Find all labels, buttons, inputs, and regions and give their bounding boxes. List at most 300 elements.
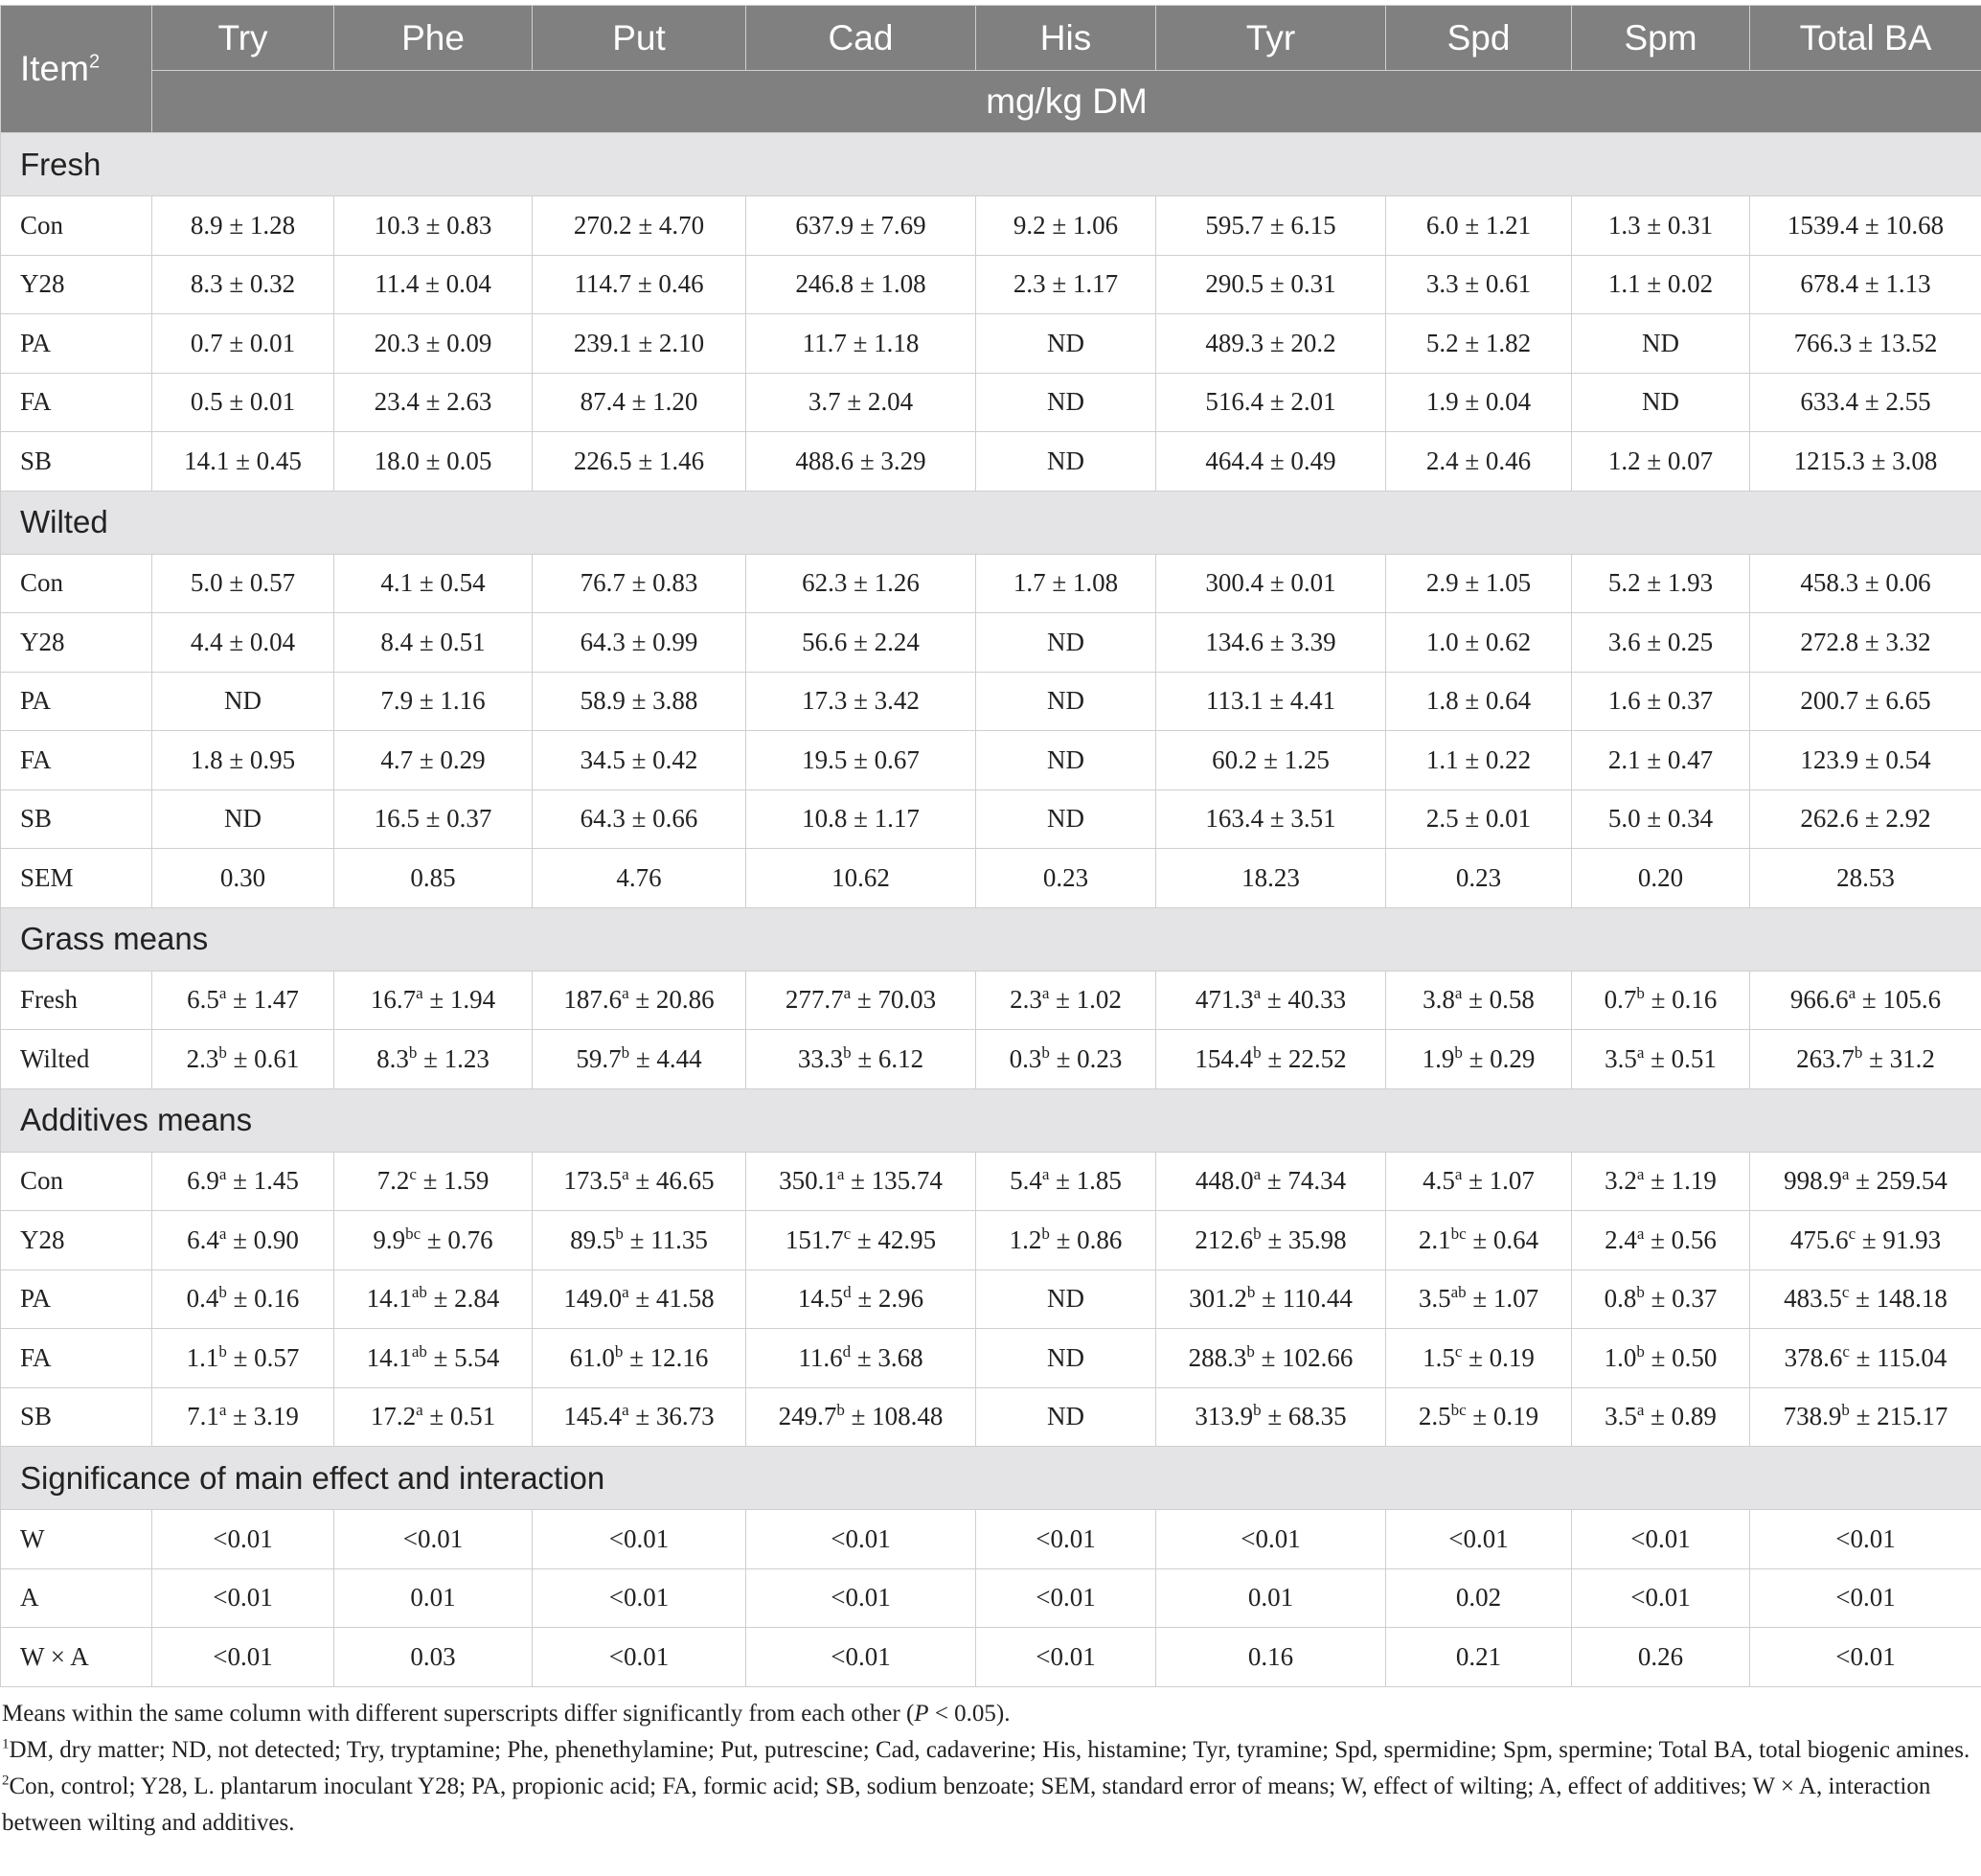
cell-mean: <0.01	[608, 1641, 670, 1671]
cell-superscript: a	[622, 1283, 629, 1302]
cell-mean: 149.0	[563, 1284, 623, 1314]
cell-mean: 0.7 ± 0.01	[190, 328, 296, 357]
cell-error: ± 6.12	[851, 1043, 924, 1073]
units-header: mg/kg DM	[152, 71, 1981, 133]
cell-mean: 272.8 ± 3.32	[1800, 627, 1931, 656]
cell-mean: 14.1	[366, 1284, 412, 1314]
table-cell	[746, 613, 976, 673]
row-label: Con	[1, 1152, 152, 1211]
cell-mean: 18.23	[1241, 862, 1300, 892]
cell-mean: 516.4 ± 2.01	[1205, 387, 1336, 417]
cell-error: ± 148.18	[1849, 1284, 1947, 1314]
cell-error: ± 1.02	[1049, 985, 1122, 1015]
table-cell	[976, 731, 1156, 790]
cell-mean: 288.3	[1188, 1342, 1247, 1372]
cell-superscript: b	[408, 1042, 418, 1062]
table-cell	[152, 1152, 334, 1211]
table-cell	[976, 672, 1156, 731]
table-cell	[1156, 1211, 1386, 1270]
cell-mean: 114.7 ± 0.46	[574, 269, 704, 299]
cell-mean: 9.2 ± 1.06	[1013, 210, 1119, 240]
cell-mean: 0.02	[1455, 1583, 1502, 1613]
section-header-row	[1, 1088, 1981, 1152]
table-cell	[1572, 255, 1750, 314]
cell-mean: 11.6	[798, 1342, 843, 1372]
table-cell	[1156, 432, 1386, 492]
cell-mean: 448.0	[1195, 1166, 1254, 1196]
cell-mean: <0.01	[831, 1583, 891, 1613]
cell-mean: 6.9	[187, 1166, 219, 1196]
cell-error: ± 2.96	[851, 1284, 924, 1314]
cell-superscript: ab	[411, 1283, 427, 1302]
cell-mean: <0.01	[1835, 1641, 1896, 1671]
cell-mean: 1.1 ± 0.02	[1607, 269, 1714, 299]
cell-superscript: b	[615, 1224, 624, 1243]
cell-mean: 123.9 ± 0.54	[1800, 744, 1931, 774]
cell-mean: 0.85	[410, 862, 456, 892]
table-header	[1, 6, 1981, 133]
row-label: Fresh	[1, 971, 152, 1030]
cell-mean: 226.5 ± 1.46	[573, 446, 705, 475]
cell-mean: 350.1	[779, 1166, 837, 1196]
table-cell	[746, 672, 976, 731]
cell-mean: 113.1 ± 4.41	[1205, 686, 1336, 716]
table-row	[1, 1510, 1981, 1569]
table-cell	[976, 196, 1156, 256]
cell-mean: 998.9	[1784, 1166, 1842, 1196]
table-cell	[1572, 731, 1750, 790]
cell-mean: 1.8 ± 0.95	[190, 744, 296, 774]
table-cell	[1750, 1152, 1981, 1211]
table-cell	[746, 731, 976, 790]
cell-error: ± 5.54	[426, 1342, 500, 1372]
table-cell	[152, 1329, 334, 1388]
table-cell	[976, 1152, 1156, 1211]
cell-mean: 5.0 ± 0.57	[190, 568, 296, 598]
table-cell	[746, 1329, 976, 1388]
cell-superscript: a	[218, 1165, 227, 1184]
cell-mean: 59.7	[576, 1043, 622, 1073]
table-cell	[746, 849, 976, 908]
table-cell	[533, 373, 746, 432]
table-footnotes	[2, 1696, 1975, 1842]
table-cell	[1572, 1270, 1750, 1329]
cell-mean: 0.20	[1637, 862, 1684, 892]
column-header: Cad	[746, 6, 976, 71]
table-cell	[976, 1387, 1156, 1447]
cell-superscript: b	[1253, 1042, 1262, 1062]
column-header: Spm	[1572, 6, 1750, 71]
table-row	[1, 731, 1981, 790]
table-cell	[746, 432, 976, 492]
table-cell	[1572, 849, 1750, 908]
cell-mean: <0.01	[1036, 1583, 1096, 1613]
table-cell	[334, 373, 533, 432]
cell-superscript: c	[409, 1165, 417, 1184]
table-cell	[746, 1270, 976, 1329]
table-cell	[1572, 554, 1750, 613]
item-column-header	[1, 6, 152, 133]
cell-mean: 0.4	[186, 1284, 219, 1314]
table-cell	[746, 196, 976, 256]
table-cell	[1572, 971, 1750, 1030]
cell-error: ± 215.17	[1849, 1402, 1948, 1431]
cell-mean: <0.01	[1036, 1523, 1096, 1553]
cell-mean: 3.5	[1605, 1043, 1637, 1073]
cell-error: ± 1.23	[417, 1043, 490, 1073]
section-header-row	[1, 491, 1981, 554]
cell-mean: 58.9 ± 3.88	[580, 686, 698, 716]
biogenic-amines-table	[0, 5, 1981, 1687]
cell-mean: <0.01	[213, 1583, 273, 1613]
table-cell	[533, 196, 746, 256]
section-title: Additives means	[1, 1088, 1981, 1152]
table-cell	[976, 789, 1156, 849]
table-cell	[1572, 1329, 1750, 1388]
table-cell	[334, 196, 533, 256]
cell-mean: 9.9	[373, 1224, 406, 1254]
section-title: Significance of main effect and interaction	[1, 1447, 1981, 1510]
cell-error: ± 4.44	[629, 1043, 702, 1073]
cell-error: ± 1.94	[422, 985, 496, 1015]
table-cell	[152, 373, 334, 432]
cell-mean: 34.5 ± 0.42	[580, 744, 698, 774]
row-label: PA	[1, 672, 152, 731]
cell-mean: 1.9 ± 0.04	[1425, 387, 1532, 417]
cell-mean: ND	[1047, 744, 1084, 774]
table-cell	[1156, 789, 1386, 849]
table-cell	[1156, 373, 1386, 432]
cell-mean: 212.6	[1195, 1224, 1254, 1254]
cell-mean: 163.4 ± 3.51	[1205, 804, 1336, 834]
table-cell	[976, 255, 1156, 314]
table-cell	[1750, 373, 1981, 432]
table-cell	[746, 971, 976, 1030]
table-cell	[152, 1510, 334, 1569]
table-cell	[334, 255, 533, 314]
cell-superscript: a	[1841, 1165, 1850, 1184]
table-cell	[1156, 1329, 1386, 1388]
cell-error: ± 3.68	[851, 1342, 923, 1372]
cell-mean: 4.1 ± 0.54	[380, 568, 486, 598]
table-cell	[533, 314, 746, 374]
table-row	[1, 1030, 1981, 1089]
cell-mean: 1.8 ± 0.64	[1425, 686, 1532, 716]
cell-superscript: a	[1454, 1165, 1463, 1184]
cell-superscript: b	[218, 1283, 227, 1302]
footnote-2: $^2$Con, control; Y28, L. plantarum inoculant Y28; PA, propionic acid; FA, formic acid; SB, sodium benzoate; SEM, standard error of means; W, effect of wilting; A, effect of additives; W × A, interaction between wilting and additives.	[2, 1773, 1931, 1836]
cell-mean: 475.6	[1789, 1224, 1849, 1254]
row-label: Wilted	[1, 1030, 152, 1089]
cell-error: ± 0.89	[1644, 1402, 1717, 1431]
cell-mean: 0.23	[1455, 862, 1502, 892]
table-row	[1, 1152, 1981, 1211]
cell-mean: 28.53	[1836, 862, 1895, 892]
table-cell	[1750, 731, 1981, 790]
table-cell	[152, 789, 334, 849]
cell-mean: 1.0	[1604, 1342, 1637, 1372]
cell-mean: 5.2 ± 1.82	[1425, 328, 1532, 357]
table-cell	[533, 1510, 746, 1569]
table-cell	[746, 255, 976, 314]
cell-mean: 64.3 ± 0.66	[580, 804, 698, 834]
table-cell	[152, 1211, 334, 1270]
table-cell	[152, 1568, 334, 1628]
cell-mean: 483.5	[1784, 1284, 1842, 1314]
cell-superscript: c	[1454, 1341, 1463, 1361]
cell-mean: 633.4 ± 2.55	[1800, 387, 1931, 417]
table-cell	[1156, 1152, 1386, 1211]
table-cell	[1572, 1568, 1750, 1628]
cell-error: ± 11.35	[623, 1224, 708, 1254]
table-cell	[334, 971, 533, 1030]
table-cell	[533, 554, 746, 613]
cell-superscript: a	[1636, 1224, 1645, 1243]
table-cell	[1750, 1387, 1981, 1447]
row-label: Y28	[1, 613, 152, 673]
cell-superscript: b	[1454, 1042, 1463, 1062]
cell-mean: 2.5 ± 0.01	[1425, 804, 1532, 834]
table-cell	[334, 613, 533, 673]
cell-mean: ND	[1047, 1284, 1084, 1314]
table-cell	[152, 1387, 334, 1447]
cell-mean: 14.1	[366, 1342, 412, 1372]
table-cell	[334, 1152, 533, 1211]
table-row	[1, 613, 1981, 673]
section-header-row	[1, 907, 1981, 971]
cell-mean: 89.5	[570, 1224, 616, 1254]
table-cell	[746, 554, 976, 613]
table-cell	[976, 1030, 1156, 1089]
cell-superscript: a	[1041, 1165, 1050, 1184]
table-cell	[533, 1628, 746, 1687]
table-cell	[334, 1329, 533, 1388]
table-row	[1, 432, 1981, 492]
table-cell	[1156, 1568, 1386, 1628]
table-cell	[976, 849, 1156, 908]
cell-error: ± 41.58	[628, 1284, 715, 1314]
cell-mean: 173.5	[563, 1166, 623, 1196]
table-row	[1, 789, 1981, 849]
cell-mean: 20.3 ± 0.09	[374, 328, 492, 357]
table-cell	[976, 314, 1156, 374]
cell-error: ± 0.64	[1466, 1224, 1539, 1254]
table-cell	[1572, 1152, 1750, 1211]
table-cell	[152, 432, 334, 492]
cell-mean: 61.0	[569, 1342, 615, 1372]
table-cell	[1386, 1510, 1572, 1569]
cell-mean: 464.4 ± 0.49	[1205, 446, 1336, 475]
cell-error: ± 110.44	[1255, 1284, 1353, 1314]
table-cell	[152, 613, 334, 673]
cell-mean: 154.4	[1195, 1043, 1254, 1073]
cell-mean: 1.1 ± 0.22	[1425, 744, 1532, 774]
table-cell	[746, 1211, 976, 1270]
cell-mean: 766.3 ± 13.52	[1793, 328, 1938, 357]
cell-error: ± 0.29	[1462, 1043, 1536, 1073]
cell-superscript: c	[1841, 1283, 1850, 1302]
table-cell	[1572, 1387, 1750, 1447]
cell-mean: 270.2 ± 4.70	[573, 210, 705, 240]
cell-mean: 60.2 ± 1.25	[1212, 744, 1330, 774]
table-cell	[1386, 432, 1572, 492]
cell-superscript: b	[1041, 1042, 1050, 1062]
cell-mean: 262.6 ± 2.92	[1800, 804, 1931, 834]
row-label: Y28	[1, 255, 152, 314]
cell-error: ± 0.19	[1462, 1342, 1535, 1372]
cell-superscript: b	[1636, 1341, 1645, 1361]
table-row	[1, 554, 1981, 613]
cell-mean: 1.0 ± 0.62	[1425, 627, 1532, 656]
table-cell	[533, 789, 746, 849]
table-cell	[334, 1270, 533, 1329]
cell-error: ± 0.23	[1049, 1043, 1123, 1073]
cell-mean: <0.01	[1630, 1583, 1691, 1613]
cell-mean: 10.3 ± 0.83	[374, 210, 492, 240]
cell-superscript: a	[843, 984, 852, 1003]
cell-mean: 313.9	[1195, 1402, 1254, 1431]
table-cell	[746, 1152, 976, 1211]
table-cell	[1572, 196, 1750, 256]
item-header-superscript: 2	[88, 51, 101, 73]
cell-mean: 14.5	[797, 1284, 844, 1314]
cell-mean: 1.2 ± 0.07	[1607, 446, 1714, 475]
cell-error: ± 91.93	[1856, 1224, 1942, 1254]
cell-mean: 8.3	[376, 1043, 409, 1073]
cell-error: ± 108.48	[844, 1402, 944, 1431]
cell-mean: <0.01	[831, 1523, 891, 1553]
row-label: SB	[1, 432, 152, 492]
table-cell	[1750, 1568, 1981, 1628]
cell-mean: 4.4 ± 0.04	[190, 627, 296, 656]
cell-superscript: bc	[1450, 1224, 1467, 1243]
table-cell	[746, 789, 976, 849]
table-row	[1, 1270, 1981, 1329]
table-row	[1, 1211, 1981, 1270]
cell-error: ± 68.35	[1261, 1402, 1347, 1431]
cell-superscript: a	[1041, 984, 1050, 1003]
column-header: Try	[152, 6, 334, 71]
table-cell	[1572, 314, 1750, 374]
table-cell	[1750, 196, 1981, 256]
cell-mean: 1539.4 ± 10.68	[1787, 210, 1945, 240]
cell-error: ± 1.45	[226, 1166, 299, 1196]
cell-mean: ND	[1047, 1342, 1084, 1372]
cell-mean: 0.23	[1042, 862, 1089, 892]
cell-mean: 966.6	[1789, 985, 1849, 1015]
cell-mean: 200.7 ± 6.65	[1800, 686, 1931, 716]
cell-mean: <0.01	[1036, 1641, 1096, 1671]
table-cell	[334, 789, 533, 849]
table-cell	[1386, 1152, 1572, 1211]
table-row	[1, 849, 1981, 908]
row-label: SEM	[1, 849, 152, 908]
cell-error: ± 259.54	[1849, 1166, 1947, 1196]
table-cell	[1386, 255, 1572, 314]
cell-mean: 0.03	[410, 1641, 456, 1671]
table-cell	[976, 971, 1156, 1030]
table-cell	[533, 1329, 746, 1388]
table-cell	[1572, 432, 1750, 492]
cell-mean: 6.4	[187, 1224, 219, 1254]
cell-mean: 5.4	[1010, 1166, 1042, 1196]
table-cell	[1572, 1628, 1750, 1687]
table-cell	[334, 1387, 533, 1447]
table-cell	[152, 849, 334, 908]
table-row	[1, 1387, 1981, 1447]
cell-superscript: b	[1636, 1283, 1645, 1302]
cell-superscript: a	[218, 984, 227, 1003]
cell-error: ± 115.04	[1849, 1342, 1947, 1372]
cell-superscript: b	[836, 1401, 845, 1420]
cell-mean: 2.5	[1418, 1402, 1451, 1431]
cell-mean: 1215.3 ± 3.08	[1793, 446, 1938, 475]
cell-mean: 2.1 ± 0.47	[1607, 744, 1714, 774]
table-cell	[1386, 971, 1572, 1030]
cell-mean: ND	[1047, 446, 1084, 475]
section-header-row	[1, 1447, 1981, 1510]
row-label: W × A	[1, 1628, 152, 1687]
cell-mean: 2.4 ± 0.46	[1425, 446, 1532, 475]
cell-superscript: b	[1854, 1042, 1863, 1062]
table-cell	[1156, 1030, 1386, 1089]
table-cell	[334, 1510, 533, 1569]
table-cell	[1750, 1329, 1981, 1388]
table-cell	[152, 731, 334, 790]
table-cell	[1156, 1387, 1386, 1447]
table-cell	[1156, 672, 1386, 731]
table-cell	[334, 672, 533, 731]
cell-mean: 488.6 ± 3.29	[795, 446, 926, 475]
table-body	[1, 133, 1981, 1687]
cell-mean: 249.7	[778, 1402, 837, 1431]
row-label: Con	[1, 554, 152, 613]
cell-error: ± 1.07	[1466, 1284, 1539, 1314]
cell-mean: <0.01	[213, 1523, 273, 1553]
table-cell	[976, 554, 1156, 613]
table-cell	[334, 1030, 533, 1089]
table-cell	[1156, 196, 1386, 256]
table-cell	[152, 255, 334, 314]
table-cell	[1386, 196, 1572, 256]
cell-mean: 738.9	[1783, 1402, 1842, 1431]
table-cell	[1386, 613, 1572, 673]
cell-mean: 11.4 ± 0.04	[375, 269, 491, 299]
cell-error: ± 35.98	[1261, 1224, 1347, 1254]
table-cell	[1750, 849, 1981, 908]
table-cell	[1572, 789, 1750, 849]
column-header: Put	[533, 6, 746, 71]
column-header: Tyr	[1156, 6, 1386, 71]
cell-superscript: b	[218, 1042, 227, 1062]
cell-superscript: a	[836, 1165, 845, 1184]
cell-error: ± 1.85	[1049, 1166, 1122, 1196]
table-row	[1, 1568, 1981, 1628]
cell-mean: 151.7	[785, 1224, 844, 1254]
cell-error: ± 0.37	[1644, 1284, 1718, 1314]
table-cell	[1156, 314, 1386, 374]
cell-mean: 637.9 ± 7.69	[795, 210, 926, 240]
cell-mean: 2.4	[1605, 1224, 1637, 1254]
table-cell	[746, 1628, 976, 1687]
cell-mean: 56.6 ± 2.24	[802, 627, 920, 656]
cell-mean: 2.1	[1418, 1224, 1451, 1254]
table-cell	[976, 613, 1156, 673]
table-cell	[1156, 1510, 1386, 1569]
table-cell	[334, 731, 533, 790]
table-cell	[976, 1270, 1156, 1329]
cell-mean: ND	[224, 686, 262, 716]
